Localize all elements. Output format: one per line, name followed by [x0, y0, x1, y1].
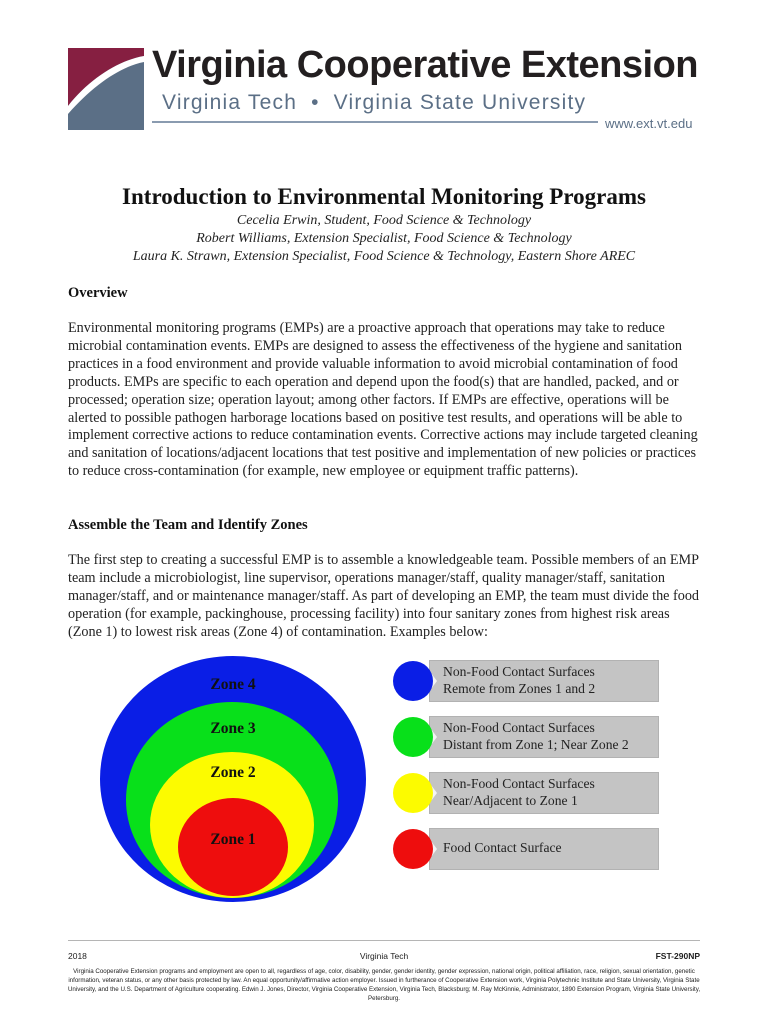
- author-line: Cecelia Erwin, Student, Food Science & Technology: [236, 213, 532, 228]
- legend-label-box: [429, 660, 659, 702]
- zone-4-color-dot: [393, 661, 433, 701]
- zone-4-label: Zone 4: [210, 676, 256, 693]
- header-divider: [152, 121, 598, 123]
- assemble-team-paragraph: The first step to creating a successful EMP is to assemble a knowledgeable team. Possible members of an EMP team include a microbiologist, line supervisor, operations manager/staff, quality manager/staff, sanitation manager/staff, and or maintenance manager/staff. As part of developing an EMP, the team must divide the food operation (for example, packinghouse, processing facility) into four sanitary zones from highest risk areas (Zone 1) to lowest risk areas (Zone 4) of contamination. Examples below:: [68, 552, 700, 640]
- author-line: Laura K. Strawn, Extension Specialist, Food Science & Technology, Eastern Shore AREC: [132, 249, 636, 264]
- section-heading-overview: Overview: [68, 285, 128, 301]
- zone-legend-item: [393, 716, 659, 758]
- zone-legend-item: [393, 772, 659, 814]
- zone-3-color-dot: [393, 717, 433, 757]
- zone-diagram: [100, 656, 366, 902]
- vce-logo-mark-icon: [68, 48, 144, 130]
- footer-publication-code: FST-290NP: [655, 951, 700, 961]
- legend-label-box: [429, 772, 659, 814]
- footer-publisher: Virginia Tech: [359, 951, 409, 961]
- zone-3-label: Zone 3: [210, 720, 256, 737]
- university-virginia-tech: Virginia Tech: [162, 91, 298, 114]
- legend-text: Non-Food Contact Surfaces Distant from Zone 1; Near Zone 2: [443, 720, 629, 752]
- document-title: Introduction to Environmental Monitoring Programs: [122, 184, 646, 209]
- legend-text: Food Contact Surface: [443, 840, 562, 855]
- website-link[interactable]: www.ext.vt.edu: [605, 116, 693, 131]
- footer-disclaimer: Virginia Cooperative Extension programs and employment are open to all, regardless of age, color, disability, gender, gender identity, gender expression, national origin, political affiliation, race, religion, sexual orientation, genetic information, veteran status, or any other basis protected by law. An equal opportunity/affirmative action employer. Issued in furtherance of Cooperative Extension work, Virginia Polytechnic Institute and State University, Virginia State University, and the U.S. Department of Agriculture cooperating. Edwin J. Jones, Director, Virginia Cooperative Extension, Virginia Tech, Blacksburg; M. Ray McKinnie, Administrator, 1890 Extension Program, Virginia State University, Petersburg.: [67, 968, 701, 1002]
- section-heading-assemble-team: Assemble the Team and Identify Zones: [68, 517, 308, 533]
- zone-1-color-dot: [393, 829, 433, 869]
- org-name: Virginia Cooperative Extension: [152, 44, 699, 86]
- overview-paragraph: Environmental monitoring programs (EMPs) are a proactive approach that operations may take to reduce microbial contamination events. EMPs are designed to assess the effectiveness of the hygiene and sanitation practices in a food environment and provide valuable information to avoid microbial contamination of food products. EMPs are specific to each operation and depend upon the food(s) that are handled, packed, and or processed; operation size; operation layout; among other factors. If EMPs are effective, operations will be alerted to possible pathogen harborage locations based on positive test results, and operations will be able to implement corrective actions to reduce contamination events. Corrective actions may include targeted cleaning and sanitation of locations/adjacent locations that test positive and implementation of new policies or practices to reduce cross-contamination (for example, new employee or equipment traffic patterns).: [68, 320, 698, 480]
- legend-label-box: [429, 828, 659, 870]
- legend-label-box: [429, 716, 659, 758]
- zone-1-label: Zone 1: [210, 831, 256, 848]
- zone-2-label: Zone 2: [210, 764, 256, 781]
- footer-divider: [68, 940, 700, 941]
- zone-legend-item: [393, 828, 659, 870]
- legend-text: Non-Food Contact Surfaces Near/Adjacent to Zone 1: [443, 776, 595, 808]
- university-line: [162, 91, 586, 115]
- zone-legend-item: [393, 660, 659, 702]
- legend-text: Non-Food Contact Surfaces Remote from Zones 1 and 2: [443, 664, 596, 696]
- separator-dot: •: [311, 91, 320, 114]
- author-line: Robert Williams, Extension Specialist, Food Science & Technology: [196, 231, 572, 246]
- zone-2-color-dot: [393, 773, 433, 813]
- footer-year: 2018: [68, 951, 87, 961]
- university-virginia-state: Virginia State University: [333, 91, 587, 114]
